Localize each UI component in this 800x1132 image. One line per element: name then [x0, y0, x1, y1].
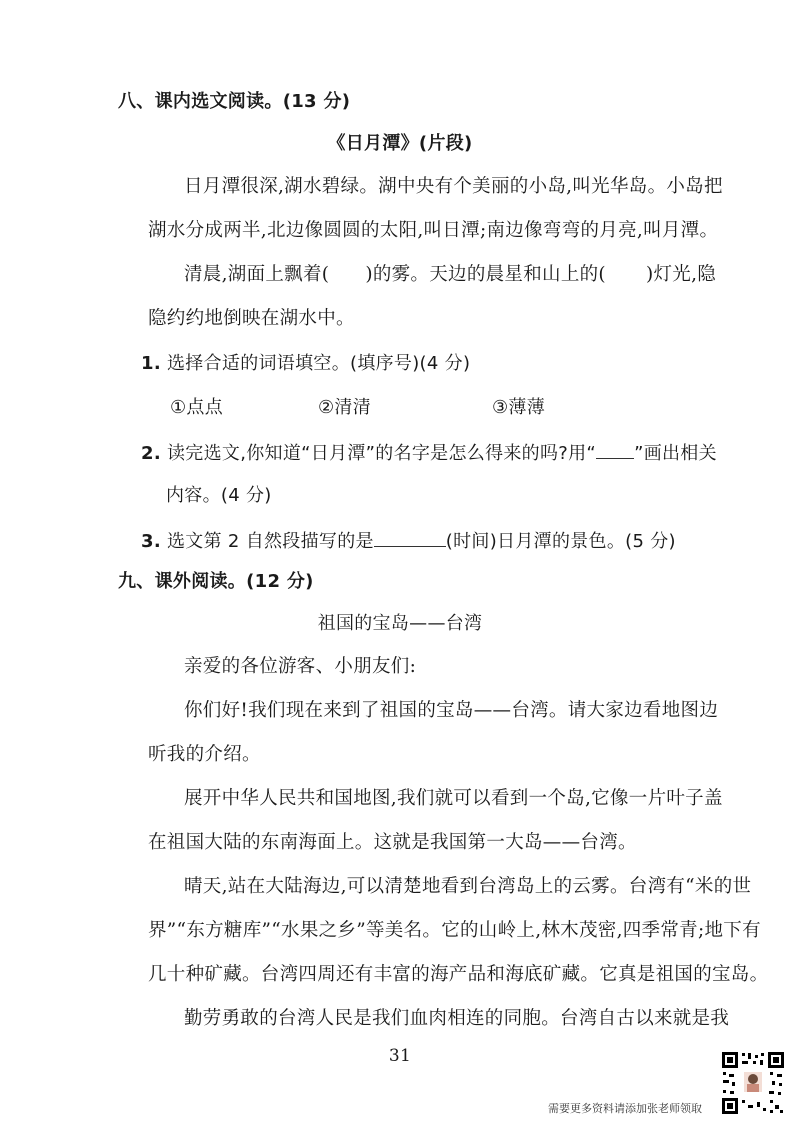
passage-line: 界”“东方糖库”“水果之乡”等美名。它的山岭上,林木茂密,四季常青;地下有	[148, 920, 761, 941]
passage-title-taiwan: 祖国的宝岛——台湾	[317, 613, 483, 634]
question-number: 2.	[141, 443, 161, 464]
qr-code-icon	[720, 1050, 786, 1116]
question-text: 选择合适的词语填空。(填序号)(4 分)	[167, 353, 471, 374]
option-2: ②清清	[318, 397, 372, 418]
passage-line: 日月潭很深,湖水碧绿。湖中央有个美丽的小岛,叫光华岛。小岛把	[184, 176, 723, 197]
question-1	[141, 352, 470, 376]
passage-line: 勤劳勇敢的台湾人民是我们血肉相连的同胞。台湾自古以来就是我	[184, 1008, 730, 1029]
page-number: 31	[388, 1046, 412, 1066]
passage-title-riyuetan: 《日月潭》(片段)	[327, 133, 473, 154]
question-2	[141, 440, 717, 466]
passage-text: )的雾。天边的晨星和山上的(	[365, 264, 606, 285]
option-3: ③薄薄	[492, 397, 546, 418]
section-9-heading: 九、课外阅读。(12 分)	[118, 571, 314, 592]
passage-line: 晴天,站在大陆海边,可以清楚地看到台湾岛上的云雾。台湾有“米的世	[184, 876, 752, 897]
passage-line: 展开中华人民共和国地图,我们就可以看到一个岛,它像一片叶子盖	[184, 788, 723, 809]
passage-line: 你们好!我们现在来到了祖国的宝岛——台湾。请大家边看地图边	[184, 700, 719, 721]
passage-line: 湖水分成两半,北边像圆圆的太阳,叫日潭;南边像弯弯的月亮,叫月潭。	[148, 220, 719, 241]
passage-line: 几十种矿藏。台湾四周还有丰富的海产品和海底矿藏。它真是祖国的宝岛。	[148, 964, 769, 985]
footer-note: 需要更多资料请添加张老师领取	[548, 1102, 702, 1115]
passage-text: 清晨,湖面上飘着(	[184, 264, 330, 285]
passage-line-with-blanks	[184, 263, 716, 287]
question-3	[141, 528, 676, 554]
section-8-heading: 八、课内选文阅读。(13 分)	[118, 91, 351, 112]
greeting-line: 亲爱的各位游客、小朋友们:	[184, 656, 417, 677]
underline-mark-sample	[596, 440, 634, 459]
question-2-continued: 内容。(4 分)	[166, 485, 272, 506]
question-text: 读完选文,你知道“日月潭”的名字是怎么得来的吗?用“	[167, 443, 597, 464]
question-text: (时间)日月潭的景色。(5 分)	[445, 531, 676, 552]
question-number: 3.	[141, 531, 161, 552]
passage-line: 听我的介绍。	[148, 744, 261, 765]
question-text: 选文第 2 自然段描写的是	[167, 531, 374, 552]
answer-blank-time[interactable]	[374, 528, 446, 547]
question-number: 1.	[141, 353, 161, 374]
passage-text: )灯光,隐	[645, 264, 717, 285]
option-1: ①点点	[170, 397, 224, 418]
passage-line: 隐约约地倒映在湖水中。	[148, 308, 355, 329]
passage-line: 在祖国大陆的东南海面上。这就是我国第一大岛——台湾。	[148, 832, 637, 853]
question-text: ”画出相关	[634, 443, 717, 464]
